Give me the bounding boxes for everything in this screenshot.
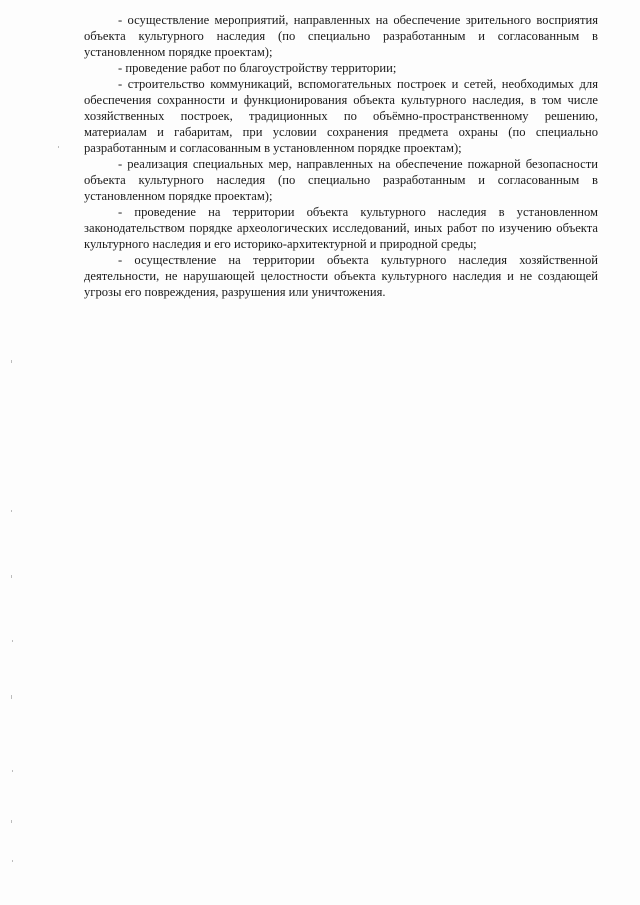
paragraph-economic-activity: - осуществление на территории объекта культурного наследия хозяйственной деятельности, не нарушающей целостности объекта культурного наследия и не создающей угрозы его повреждения, разрушения или уничтожения. bbox=[84, 253, 598, 299]
scan-speck bbox=[12, 640, 13, 642]
paragraph-archaeology: - проведение на территории объекта культурного наследия в установленном законодательством порядке археологических исследований, иных работ по изучению объекта культурного наследия и его историко-архитектурной и природной среды; bbox=[84, 205, 598, 251]
paragraph-fire-safety: - реализация специальных мер, направленных на обеспечение пожарной безопасности объекта культурного наследия (по специально разработанным и согласованным в установленном порядке проектам); bbox=[84, 157, 598, 203]
scan-speck bbox=[58, 146, 59, 148]
scan-speck bbox=[12, 860, 13, 862]
paragraph-landscaping: - проведение работ по благоустройству территории; bbox=[118, 61, 397, 75]
document-body bbox=[84, 12, 598, 300]
scan-speck bbox=[11, 820, 12, 823]
paragraph-visual-perception: - осуществление мероприятий, направленных на обеспечение зрительного восприятия объекта культурного наследия (по специально разработанным и согласованным в установленном порядке проектам); bbox=[84, 13, 598, 59]
scan-speck bbox=[11, 695, 12, 699]
scan-speck bbox=[12, 770, 13, 772]
scan-speck bbox=[11, 360, 12, 363]
scan-speck bbox=[11, 575, 12, 578]
scan-speck bbox=[11, 510, 12, 512]
paragraph-communications: - строительство коммуникаций, вспомогательных построек и сетей, необходимых для обеспечения сохранности и функционирования объекта культурного наследия, в том числе хозяйственных построек, традиционных по объёмно-пространственному решению, материалам и габаритам, при условии сохранения предмета охраны (по специально разработанным и согласованным в установленном порядке проектам); bbox=[84, 77, 598, 155]
